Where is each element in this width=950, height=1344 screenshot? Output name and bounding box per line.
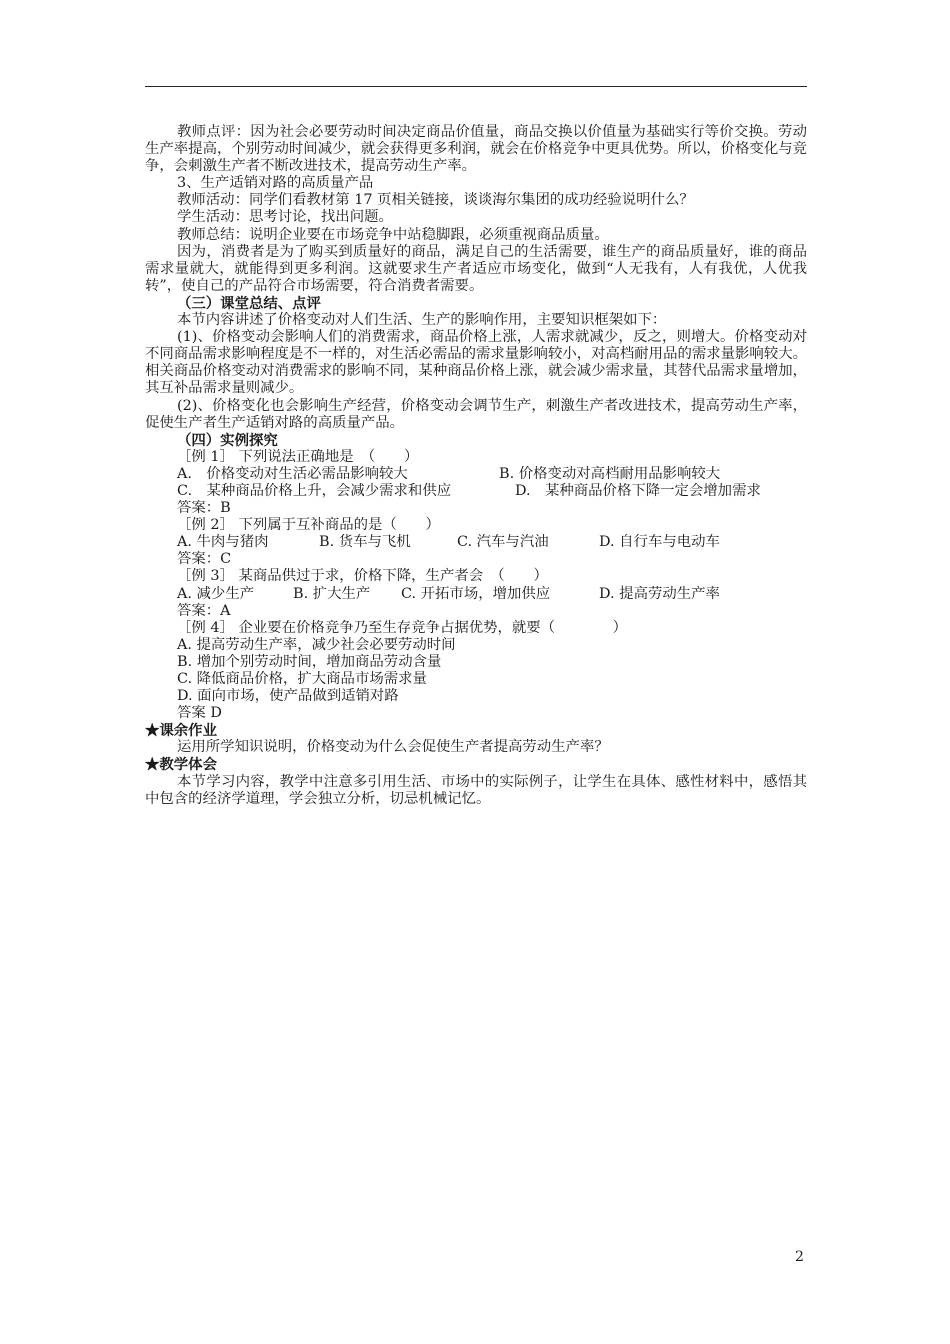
example-3-option-b: B. 扩大生产 <box>293 585 371 602</box>
paragraph-teacher-comment: 教师点评：因为社会必要劳动时间决定商品价值量，商品交换以价值量为基础实行等价交换。劳动生产率提高，个别劳动时间减少，就会获得更多利润，就会在价格竞争中更具优势。所以，价格变化与竞争，会刺激生产者不断改进技术，提高劳动生产率。 <box>145 124 807 175</box>
paragraph-summary-intro: 本节内容讲述了价格变动对人们生活、生产的影响作用，主要知识框架如下： <box>177 312 667 329</box>
example-2-option-b: B. 货车与飞机 <box>319 534 411 551</box>
homework-heading: ★课余作业 <box>145 722 217 740</box>
example-1-option-c: C. 某种商品价格上升，会减少需求和供应 <box>177 482 452 499</box>
example-1-answer: 答案：B <box>177 500 231 517</box>
document-body <box>145 124 807 808</box>
reflection-text: 本节学习内容，教学中注意多引用生活、市场中的实际例子，让学生在具体、感性材料中，感悟其中包含的经济学道理，学会独立分析，切忌机械记忆。 <box>145 773 807 807</box>
example-1-options-row-2 <box>145 483 807 500</box>
paragraph-student-activity: 学生活动：思考讨论，找出问题。 <box>177 209 393 226</box>
example-3-option-c: C. 开拓市场，增加供应 <box>401 585 551 602</box>
example-2-option-d: D. 自行车与电动车 <box>599 534 720 551</box>
example-3-question: ［例 3］ 某商品供过于求，价格下降，生产者会 （ ） <box>177 568 548 585</box>
paragraph-teacher-activity: 教师活动：同学们看教材第 17 页相关链接，谈谈海尔集团的成功经验说明什么？ <box>177 192 694 209</box>
example-4-option-c: C. 降低商品价格，扩大商品市场需求量 <box>177 671 427 687</box>
example-1-option-a: A. 价格变动对生活必需品影响较大 <box>177 465 408 482</box>
homework-text: 运用所学知识说明，价格变动为什么会促使生产者提高劳动生产率？ <box>177 739 609 756</box>
paragraph-point-1: (1)、价格变动会影响人们的消费需求，商品价格上涨，人需求就减少，反之，则增大。价格变动对不同商品需求影响程度是不一样的，对生活必需品的需求量影响较小，对高档耐用品的需求量影响较大。相关商品价格变动对消费需求的影响不同，某种商品价格上涨，就会减少需求量，其替代品需求量增加，其互补品需求量则减少。 <box>145 329 807 397</box>
example-2-option-c: C. 汽车与汽油 <box>457 534 549 551</box>
section-heading-examples: （四）实例探究 <box>177 431 278 449</box>
example-4-option-a: A. 提高劳动生产率，减少社会必要劳动时间 <box>177 636 456 653</box>
example-2-answer: 答案：C <box>177 551 232 568</box>
header-rule <box>145 86 807 87</box>
example-4-answer: 答案 D <box>177 705 222 722</box>
example-4-question: ［例 4］ 企业要在价格竞争乃至生存竞争占据优势，就要（ ） <box>177 619 628 636</box>
paragraph-reason: 因为，消费者是为了购买到质量好的商品，满足自己的生活需要，谁生产的商品质量好，谁的商品需求量就大，就能得到更多利润。这就要求生产者适应市场变化，做到“人无我有，人有我优，人优我转”，使自己的产品符合市场需要，符合消费者需要。 <box>145 243 807 294</box>
example-3-answer: 答案：A <box>177 602 231 619</box>
example-1-options-row-1 <box>145 466 807 483</box>
example-3-options <box>145 586 807 603</box>
example-2-options <box>145 534 807 551</box>
example-4-option-d: D. 面向市场，使产品做到适销对路 <box>177 688 399 705</box>
example-3-option-d: D. 提高劳动生产率 <box>599 585 720 602</box>
page-number: 2 <box>795 1249 804 1265</box>
section-heading-3: 3、生产适销对路的高质量产品 <box>177 175 374 192</box>
section-heading-summary: （三）课堂总结、点评 <box>177 294 321 312</box>
reflection-heading: ★教学体会 <box>145 756 217 774</box>
example-1-option-d: D. 某种商品价格下降一定会增加需求 <box>515 482 761 499</box>
example-2-option-a: A. 牛肉与猪肉 <box>177 534 269 551</box>
example-1-option-b: B. 价格变动对高档耐用品影响较大 <box>499 465 721 482</box>
example-4-option-b: B. 增加个别劳动时间，增加商品劳动含量 <box>177 653 442 670</box>
paragraph-teacher-summary: 教师总结：说明企业要在市场竞争中站稳脚跟，必须重视商品质量。 <box>177 226 609 243</box>
example-3-option-a: A. 减少生产 <box>177 585 255 602</box>
example-1-question: ［例 1］ 下列说法正确地是 （ ） <box>177 448 419 465</box>
example-2-question: ［例 2］ 下列属于互补商品的是（ ） <box>177 517 440 534</box>
paragraph-point-2: (2)、价格变化也会影响生产经营，价格变动会调节生产，刺激生产者改进技术，提高劳动生产率，促使生产者生产适销对路的高质量产品。 <box>145 397 807 431</box>
